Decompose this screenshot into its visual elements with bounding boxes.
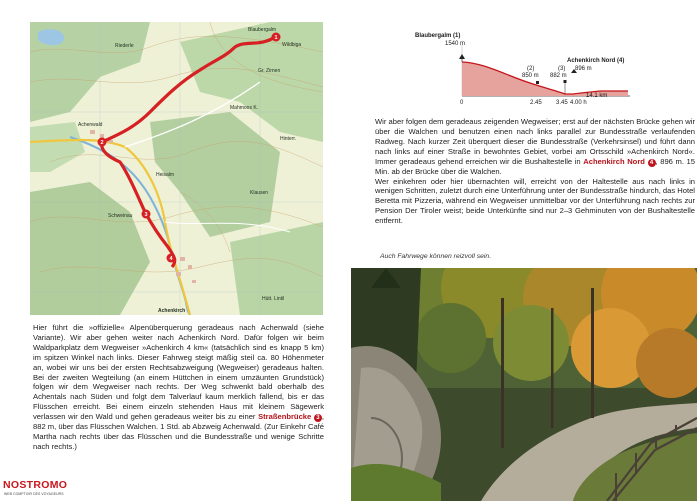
- bridge-name: Straßenbrücke: [258, 412, 312, 422]
- waypoint-badge-4: 4: [648, 159, 656, 167]
- right-paragraph: [375, 117, 695, 226]
- left-paragraph: [33, 323, 324, 452]
- svg-text:(3): (3): [558, 66, 566, 72]
- photo-caption: Auch Fahrwege können reizvoll sein.: [380, 253, 492, 260]
- map-marker-1: [272, 33, 281, 42]
- svg-text:3: 3: [144, 212, 148, 218]
- map-label: Klausen: [250, 190, 269, 196]
- svg-text:850 m: 850 m: [522, 73, 539, 79]
- map-label: Riederle: [115, 43, 134, 49]
- map-marker-3: [142, 210, 151, 219]
- svg-text:1: 1: [274, 35, 278, 41]
- profile-axis-t4: 4.00 h: [570, 100, 587, 106]
- map-label: Blaubergalm: [248, 27, 277, 33]
- elevation-profile: [415, 25, 695, 110]
- map-label: Schweinau: [108, 213, 133, 219]
- profile-axis-t2: 2.45: [530, 100, 542, 106]
- map-label: Achenwald: [78, 122, 103, 128]
- left-text-part1: Hier führt die »offizielle« Alpenüberquerung geradeaus nach Achenwald (siehe Variante). Wir aber gehen weiter nach Achenkirch Nord. Dafür folgen wir beim Waldparkplatz dem Wegweiser »Achenkirch 4 km« (tatsächlich sind es knapp 5 km) im spitzen Winkel nach links. Dieser Fahrweg steigt mäßig steil ca. 80 Höhenmeter an, wobei wir uns bei der ersten Rechtsabzweigung (Wegweiser) geradeaus halten. Bei der zweiten Wegteilung (an einem Hüttchen in einem umzäunten Grundstück) folgen wir dem Wegweiser nach rechts. Der Weg schwenkt bald oberhalb des Achentals nach Süden und folgt dem Talverlauf kaum merklich fallend, bis er das Flüsschen erreicht. Bei einem einzeln stehenden Haus mit kleinem Sägewerk verlassen wir den Wald und gehen geradeaus weiter bis zu einer: [33, 323, 324, 422]
- map-label: Hütt. Lintil: [262, 296, 285, 302]
- profile-axis-distance: 14.1 km: [586, 93, 608, 99]
- profile-point-4: [567, 58, 624, 73]
- svg-text:896 m: 896 m: [575, 66, 592, 72]
- map-label: Hinterr.: [280, 136, 297, 142]
- map-label: Heisalm: [156, 172, 175, 178]
- map-label: Achenkirch: [158, 308, 186, 314]
- svg-text:Blaubergalm (1): Blaubergalm (1): [415, 33, 461, 39]
- right-text-part2: , 896 m. 15 Min. ab der Brücke über die Walchen.: [375, 156, 695, 176]
- map-marker-4: [167, 254, 176, 263]
- svg-text:1540 m: 1540 m: [445, 41, 466, 47]
- nostromo-logo: [0, 478, 66, 502]
- profile-axis-start: 0: [460, 100, 464, 106]
- right-text-part1: Wir aber folgen dem geradeaus zeigenden Wegweiser; erst auf der nächsten Brücke gehen wir über die Walchen und benutzen einen nach links parallel zur Bundesstraße verlaufenden Radweg. Nach kurzer Zeit überquert dieser die Bundesstraße (Verkehrsinsel) und führt dann nach links auf einer Straße in bewohntes Gebiet, vorbei am Ortsschild »Achenkirch Nord«. Immer geradeaus gehend erreichen wir die Bushaltestelle in: [375, 117, 695, 166]
- svg-text:Achenkirch Nord (4): Achenkirch Nord (4): [567, 58, 625, 64]
- svg-text:2: 2: [100, 140, 104, 146]
- right-text-part3: Wer einkehren oder hier übernachten will, erreicht von der Haltestelle aus nach links in wenigen Schritten, zuletzt durch eine Unterführung unter der Bundesstraße hindurch, das Hotel Beretta mit Pizzeria, während ein Wegweiser unmittelbar vor der Unterführung nach rechts zur Pension Der Tiroler weist; beide Unterkünfte sind nur 2–3 Gehminuten von der Bushaltestelle entfernt.: [375, 176, 695, 226]
- map-label: Wildbiga: [282, 42, 302, 48]
- destination-name: Achenkirch Nord: [583, 156, 645, 166]
- map-marker-2: [98, 138, 107, 147]
- svg-text:882 m: 882 m: [550, 73, 567, 79]
- profile-point-1: [415, 33, 465, 62]
- logo-wordmark: NOSTROMO: [3, 479, 68, 491]
- waypoint-badge-3: 3: [314, 414, 322, 422]
- map-label: Mahmoos K.: [230, 105, 259, 111]
- profile-axis-t3: 3.45: [556, 100, 568, 106]
- forest-road-photo: [351, 268, 697, 501]
- left-text-part2: , 882 m, über das Flüsschen Walchen. 1 Std. ab Abzweig Achenwald. (Zur Einkehr Café Martha nach rechts über das Flüsschen und die Bundesstraße und wenige Schritte nach rechts.): [33, 412, 324, 451]
- svg-text:(2): (2): [527, 66, 535, 72]
- route-map: [30, 22, 323, 315]
- svg-text:4: 4: [169, 256, 173, 262]
- logo-tagline: WEB COMPTOIR DES VOYAGEURS: [4, 492, 64, 496]
- map-label: Gr. Zirnen: [258, 68, 281, 74]
